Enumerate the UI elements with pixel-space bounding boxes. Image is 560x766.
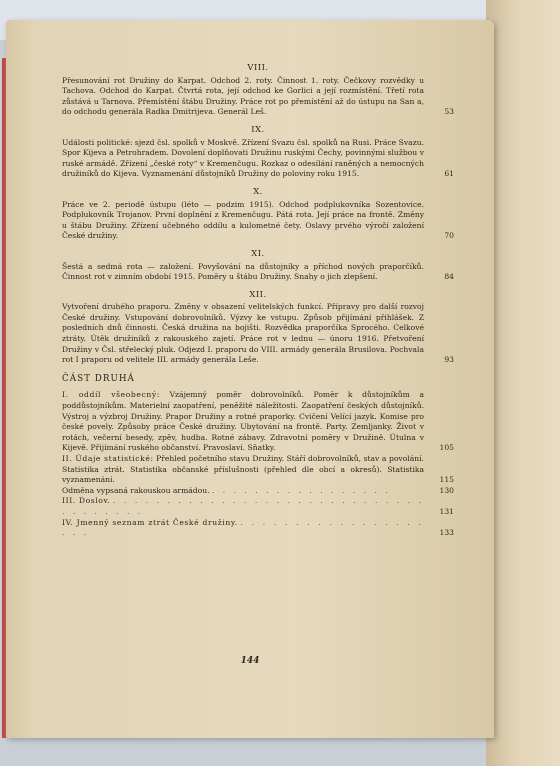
section-label: I. oddíl všeobecný: (62, 390, 160, 400)
section-label: IV. Jmenný seznam ztrát České družiny. (62, 517, 238, 527)
chapter-text: Vytvoření druhého praporu. Změny v obsazení velitelských funkcí. Přípravy pro další rozvoj České družiny. Vstupování dobrovolníků. Výzvy ke vstupu. Způsob přijímání přihlášek. Z posledních dnů činnosti. Česká družina na bojišti. Rozvědka praporčíka Sprocého. Celkové ztráty. Útěk družiníků z rakouského zajetí. Práce rot v lednu — únoru 1916. Přetvoření Družiny v Čsl. střelecký pluk. Odjezd I. praporu do VIII. armády generála Brusilova. Pochvala rot I praporu od velitele III. armády generála Leše. (62, 302, 424, 365)
leader-dots: . . . . . . . . . . . . . . . . . . . . . . . . . . . . . . . . . . . . . (62, 496, 425, 516)
chapter-number: VIII. (247, 62, 269, 72)
section-text: Odměna vypsaná rakouskou armádou. (62, 485, 210, 495)
section-label: III. Doslov. (62, 496, 111, 506)
section-entry (62, 486, 454, 497)
chapter-page-number: 61 (444, 169, 454, 179)
leader-dots: . . . . . . . . . . . . . . . . . (211, 485, 391, 495)
chapter-entry (62, 62, 454, 118)
chapter-number: X. (253, 185, 263, 196)
facing-page-edge (486, 0, 560, 766)
section-entry (62, 496, 454, 517)
chapter-number: IX. (251, 123, 265, 134)
chapter-number: XI. (251, 247, 265, 258)
section-text: Vzájemný poměr dobrovolníků. Poměr k důstojníkům a poddůstojníkům. Materielní zaopatření, peněžité náležitosti. Zaopatření českých důstojníků. Výstroj a výzbroj Družiny. Prapor Družiny a rotné praporky. Cvičení Velící jazyk. Komise pro české povely. Způsoby práce České družiny. Ubytování na frontě. Party. Zemljanky. Život v rotách, večerní besedy, zpěv, hudba. Rotné zábavy. Zdravotní poměry v Družině. Útulna v Kijevě. Přijímání ruského občanství. Pravoslaví. Sňatky. (62, 390, 424, 453)
chapter-summary (62, 200, 454, 242)
chapter-page-number: 70 (444, 231, 454, 241)
section-page-number: 130 (439, 485, 454, 495)
chapter-page-number: 84 (444, 272, 454, 282)
chapter-text: Šestá a sedmá rota — založení. Povyšování na důstojníky a příchod nových praporčíků. Činnost rot v zimním období 1915. Poměry u štábu Družiny. Snahy o jich zlepšení. (62, 261, 424, 282)
chapter-number: XII. (249, 288, 267, 299)
chapter-summary (62, 302, 454, 366)
page-number: 144 (240, 656, 260, 666)
section-entry (62, 518, 454, 539)
section-entry (62, 454, 454, 486)
chapter-summary (62, 262, 454, 283)
leader-dots: . . . . . . . . . . . . . . . . . . . . (62, 517, 424, 538)
chapter-entry (62, 248, 454, 283)
chapter-entry (62, 289, 454, 366)
chapter-entry (62, 124, 454, 180)
chapter-page-number: 93 (444, 355, 454, 365)
section-label: II. Údaje statistické: (62, 454, 154, 463)
section-page-number: 133 (439, 528, 454, 538)
table-of-contents (62, 62, 454, 539)
part-title: ČÁST DRUHÁ (62, 373, 135, 384)
chapter-text: Události politické: sjezd čsl. spolků v Moskvě. Zřízení Svazu čsl. spolků na Rusi. Práce Svazu. Spor Kijeva a Petrohradem. Dovolení doplňovati Družinu ruskými Čechy, povinnými službou v ruské armádě. Zřízení „české roty“ v Kremenčugu. Rozkaz o odesílání raněných a nemocných družiníků do Kijeva. Vyznamenání důstojníků Družiny do poloviny roku 1915. (62, 137, 424, 179)
section-page-number: 115 (439, 475, 454, 485)
chapter-entry (62, 186, 454, 242)
chapter-summary (62, 76, 454, 118)
section-page-number: 131 (439, 506, 454, 516)
section-entry (62, 390, 454, 454)
section-text: Přehled početního stavu Družiny. Stáří dobrovolníků, stav a povolání. Statistika ztrát. Statistika občanské příslušnosti (přehled dle obcí a okresů). Statistika vyznamenání. (62, 454, 424, 485)
chapter-summary (62, 138, 454, 180)
chapter-page-number: 53 (444, 107, 454, 117)
section-page-number: 105 (439, 443, 454, 453)
chapter-text: Práce ve 2. periodě ústupu (léto — podzim 1915). Odchod podplukovníka Sozentovice. Podplukovník Trojanov. První doplnění z Kremenčugu. Pátá rota. Její práce na frontě. Změny u štábu Družiny. Zřízení učebného oddílu a kulometné čety. Oslavy prvého výročí založení České družiny. (62, 199, 424, 241)
chapter-text: Přesunování rot Družiny do Karpat. Odchod 2. roty. Činnost 1. roty. Čečkovy rozvědky u Tachova. Odchod do Karpat. Čtvrtá rota, její odchod ke Gorlici a její rozmístění. Třetí rota zůstává u Tarnova. Přemístění štábu Družiny. Práce rot po přemístění až do ústupu na San a, do odchodu generála Radka Dmitrijeva. Generál Leš. (62, 75, 424, 117)
book-page (6, 20, 494, 738)
